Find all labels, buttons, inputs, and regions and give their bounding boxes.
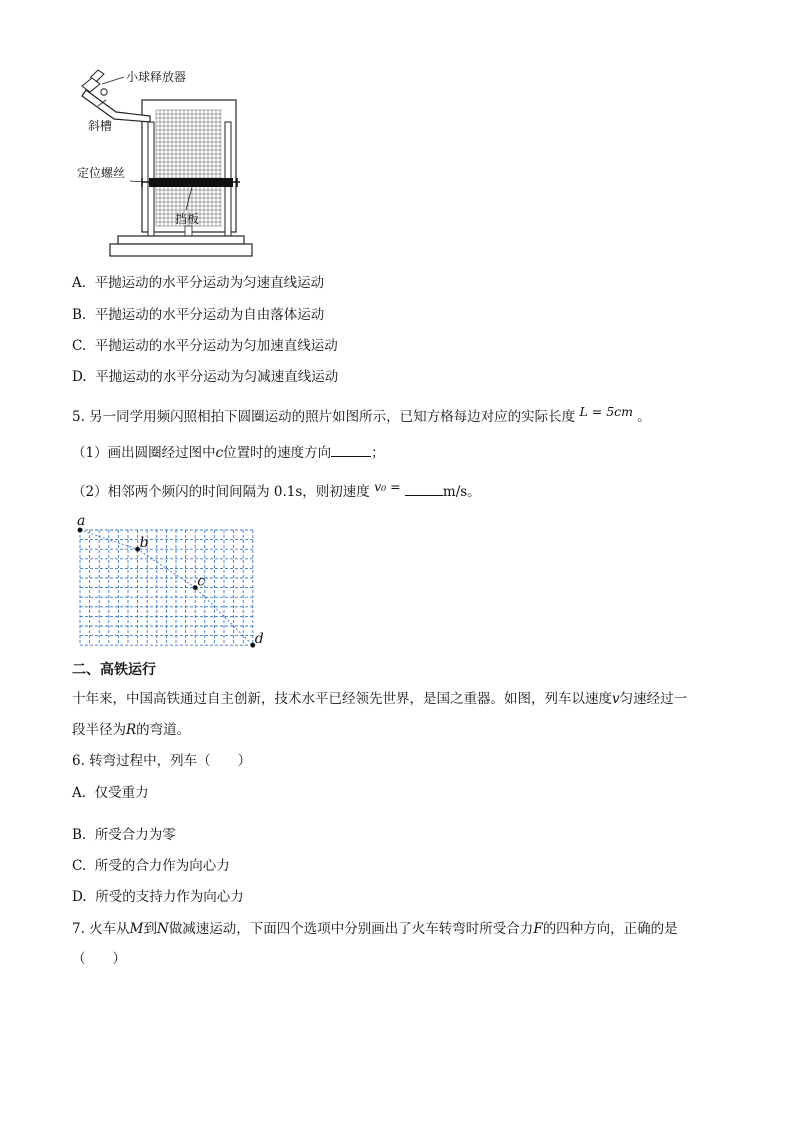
q4-option-d-letter: D. [72, 369, 87, 385]
q7-var-m: M [129, 921, 144, 937]
q5-sub2-formula: v₀ = [374, 479, 401, 494]
q6-option-d[interactable] [72, 888, 244, 906]
label-baffle: 挡板 [175, 212, 200, 226]
intro-text-a: 十年来，中国高铁通过自主创新，技术水平已经领先世界，是国之重器。如图，列车以速度 [72, 691, 612, 707]
q5-stem-text: 5. 另一同学用频闪照相拍下圆圈运动的照片如图所示，已知方格每边对应的实际长度 [72, 409, 576, 425]
q5-end: 。 [637, 409, 651, 425]
q6-option-a-letter: A. [72, 785, 87, 801]
intro-text-d: 的弯道。 [136, 722, 191, 738]
point-label-d: d [254, 631, 264, 648]
q4-option-d[interactable] [72, 368, 338, 386]
q4-option-d-text: 平抛运动的水平分运动为匀减速直线运动 [95, 369, 339, 385]
intro-text-b: 匀速经过一 [619, 691, 688, 707]
q7-stem-line2: （ ） [72, 951, 126, 967]
q7-text-a: 7. 火车从 [72, 921, 130, 937]
section-intro-line2 [72, 721, 190, 739]
point-label-c: c [197, 573, 206, 590]
q4-option-a-text: 平抛运动的水平分运动为匀速直线运动 [94, 275, 325, 291]
q5-sub1-end: ； [371, 445, 385, 461]
trajectory-grid-figure [70, 513, 264, 648]
q4-option-c-letter: C. [72, 338, 87, 354]
label-slope: 斜槽 [88, 119, 113, 133]
q5-sub1-answer-blank[interactable] [331, 442, 371, 457]
q5-sub2-pre: （2）相邻两个频闪的时间间隔为 0.1s，则初速度 [72, 484, 370, 500]
q6-option-b[interactable] [72, 826, 176, 844]
q6-option-c-letter: C. [72, 858, 87, 874]
q5-formula: L = 5cm [579, 404, 633, 419]
q5-sub2-answer-blank[interactable] [405, 481, 443, 496]
q4-option-c[interactable] [72, 337, 338, 355]
q7-var-f: F [533, 921, 543, 937]
section-title: 二、高铁运行 [72, 662, 156, 678]
label-release: 小球释放器 [126, 70, 187, 84]
q5-sub1 [72, 442, 385, 462]
q7-text-c: 做减速运动，下面四个选项中分别画出了火车转弯时所受合力 [168, 921, 534, 937]
q6-stem: 6. 转弯过程中，列车（ ） [72, 753, 252, 769]
apparatus-figure [70, 66, 250, 262]
q5-sub1-pre: （1）画出圆圈经过图中 [72, 445, 216, 461]
q6-option-d-letter: D. [72, 889, 87, 905]
q6-option-c-text: 所受的合力作为向心力 [94, 858, 230, 874]
q5-sub2-unit: m/s。 [442, 484, 481, 500]
q4-option-b-letter: B. [72, 307, 87, 323]
q6-option-b-letter: B. [72, 827, 87, 843]
q6-option-a[interactable] [72, 784, 149, 802]
q7-text-d: 的四种方向，正确的是 [542, 921, 678, 937]
q5-sub1-post: 位置时的速度方向 [223, 445, 332, 461]
q4-option-a-letter: A. [72, 275, 87, 291]
q6-option-b-text: 所受合力为零 [94, 827, 176, 843]
q4-option-b-text: 平抛运动的水平分运动为自由落体运动 [94, 307, 325, 323]
label-screw: 定位螺丝 [77, 166, 126, 180]
point-label-a: a [77, 513, 86, 529]
point-label-b: b [139, 535, 149, 552]
q5-sub1-var: c [215, 445, 224, 461]
section-intro-line1 [72, 690, 687, 708]
q7-text-b: 到 [143, 921, 157, 937]
q7-stem [72, 920, 678, 938]
q5-sub2 [72, 481, 481, 501]
q4-option-b[interactable] [72, 306, 324, 324]
q6-option-c[interactable] [72, 857, 230, 875]
q4-option-a[interactable] [72, 274, 324, 292]
q7-var-n: N [157, 921, 169, 937]
intro-var-r: R [126, 722, 137, 738]
q6-option-a-text: 仅受重力 [94, 785, 149, 801]
intro-text-c: 段半径为 [72, 722, 126, 738]
intro-var-v: v [612, 691, 620, 707]
q4-option-c-text: 平抛运动的水平分运动为匀加速直线运动 [94, 338, 338, 354]
q5-stem [72, 404, 651, 426]
q6-option-d-text: 所受的支持力作为向心力 [95, 889, 244, 905]
